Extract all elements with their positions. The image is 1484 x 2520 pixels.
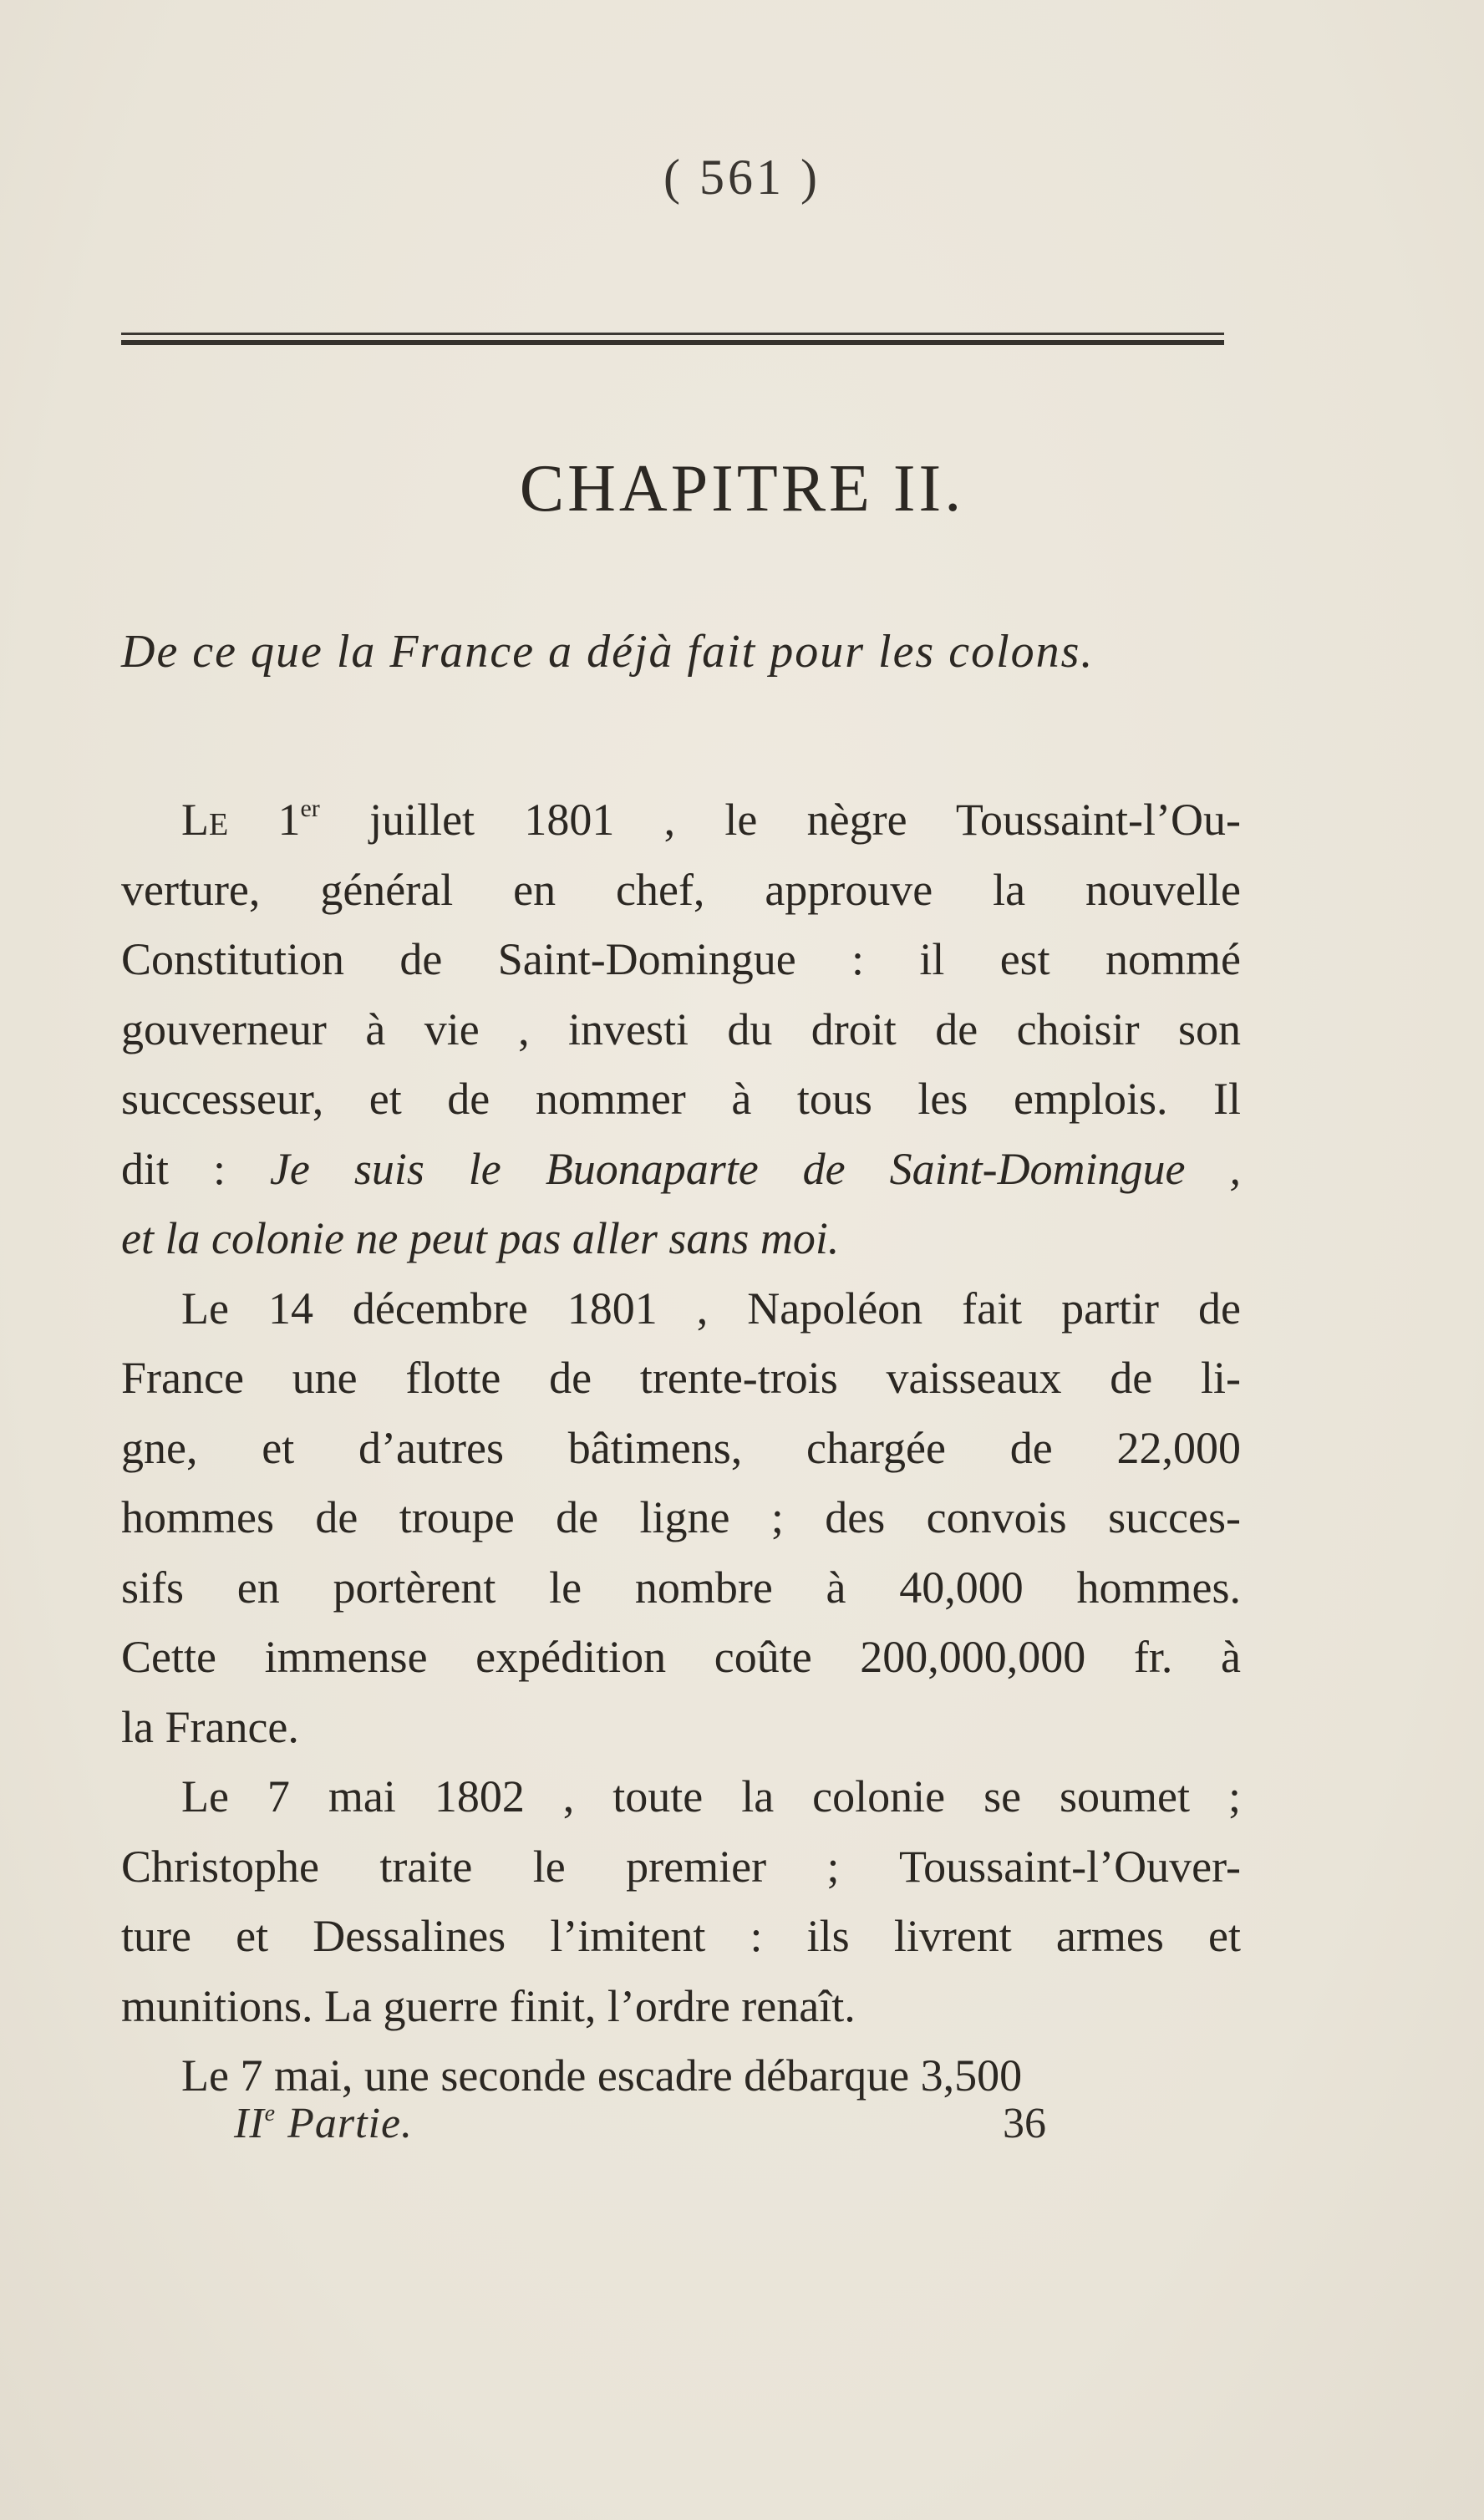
paragraph bbox=[121, 1274, 1241, 1763]
rule-thick-line bbox=[121, 340, 1224, 345]
text-line bbox=[121, 1064, 1241, 1135]
text-line bbox=[121, 1693, 1241, 1763]
page-footer bbox=[234, 2099, 1070, 2157]
text-run: successeur, et de nommer à tous les emplois. Il bbox=[121, 1074, 1241, 1124]
chapter-subtitle: De ce que la France a déjà fait pour les colons. bbox=[121, 626, 1095, 678]
text-run: ture et Dessalines l’imitent : ils livrent armes et bbox=[121, 1911, 1241, 1961]
text-line bbox=[121, 1623, 1241, 1693]
text-run: gne, et d’autres bâtimens, chargée de 22,000 bbox=[121, 1422, 1241, 1473]
text-line bbox=[121, 1414, 1241, 1484]
text-run: verture, général en chef, approuve la nouvelle bbox=[121, 864, 1241, 915]
sheet-number: 36 bbox=[1003, 2100, 1046, 2147]
text-run: Cette immense expédition coûte 200,000,000 fr. à bbox=[121, 1632, 1241, 1682]
text-line bbox=[121, 925, 1241, 995]
text-run: Le 7 mai, une seconde escadre débarque 3,500 bbox=[181, 2050, 1023, 2101]
text-line bbox=[121, 1972, 1241, 2042]
text-run: 1 bbox=[228, 795, 301, 845]
signature-part-number: II bbox=[234, 2100, 265, 2147]
text-run: er bbox=[300, 795, 320, 822]
text-run: gouverneur à vie , investi du droit de choisir son bbox=[121, 1003, 1241, 1054]
text-run: munitions. La guerre finit, l’ordre renaît. bbox=[121, 1980, 856, 2031]
text-run: et la colonie ne peut pas aller sans moi. bbox=[121, 1213, 840, 1263]
text-run: juillet 1801 , le nègre Toussaint-l’Ou- bbox=[319, 795, 1242, 845]
chapter-title: CHAPITRE II. bbox=[519, 452, 965, 526]
page-number: ( 561 ) bbox=[663, 150, 821, 205]
text-line bbox=[121, 1204, 1241, 1274]
body-text bbox=[121, 785, 1241, 2111]
text-run: Le 14 décembre 1801 , Napoléon fait partir de bbox=[181, 1283, 1241, 1334]
text-run: Je suis le Buonaparte de Saint-Domingue , bbox=[269, 1143, 1241, 1194]
paragraph bbox=[121, 1762, 1241, 2041]
text-line bbox=[121, 856, 1241, 926]
paragraph bbox=[121, 785, 1241, 1274]
chapter-rule bbox=[121, 333, 1224, 349]
signature-part-sup: e bbox=[264, 2101, 277, 2126]
text-run: Constitution de Saint-Domingue : il est nommé bbox=[121, 934, 1241, 984]
text-line bbox=[121, 995, 1241, 1065]
text-line bbox=[121, 1762, 1241, 1832]
text-run: sifs en portèrent le nombre à 40,000 hommes. bbox=[121, 1562, 1241, 1613]
signature-mark bbox=[234, 2099, 413, 2148]
text-line bbox=[121, 1135, 1241, 1205]
text-line bbox=[121, 1832, 1241, 1903]
text-line bbox=[121, 1483, 1241, 1553]
signature-part-label: Partie. bbox=[276, 2100, 414, 2147]
text-run: dit : bbox=[121, 1143, 270, 1194]
text-line bbox=[121, 1344, 1241, 1414]
text-line bbox=[121, 1274, 1241, 1344]
text-line bbox=[121, 1902, 1241, 1972]
text-run: Le bbox=[181, 795, 229, 845]
rule-thin-line bbox=[121, 333, 1224, 335]
text-line bbox=[121, 1553, 1241, 1623]
text-run: Christophe traite le premier ; Toussaint-l’Ouver- bbox=[121, 1841, 1241, 1892]
text-line bbox=[121, 785, 1241, 856]
text-run: hommes de troupe de ligne ; des convois succes- bbox=[121, 1492, 1241, 1542]
text-run: la France. bbox=[121, 1701, 299, 1752]
text-run: Le 7 mai 1802 , toute la colonie se soumet ; bbox=[181, 1771, 1241, 1821]
text-run: France une flotte de trente-trois vaisseaux de li- bbox=[121, 1353, 1241, 1403]
